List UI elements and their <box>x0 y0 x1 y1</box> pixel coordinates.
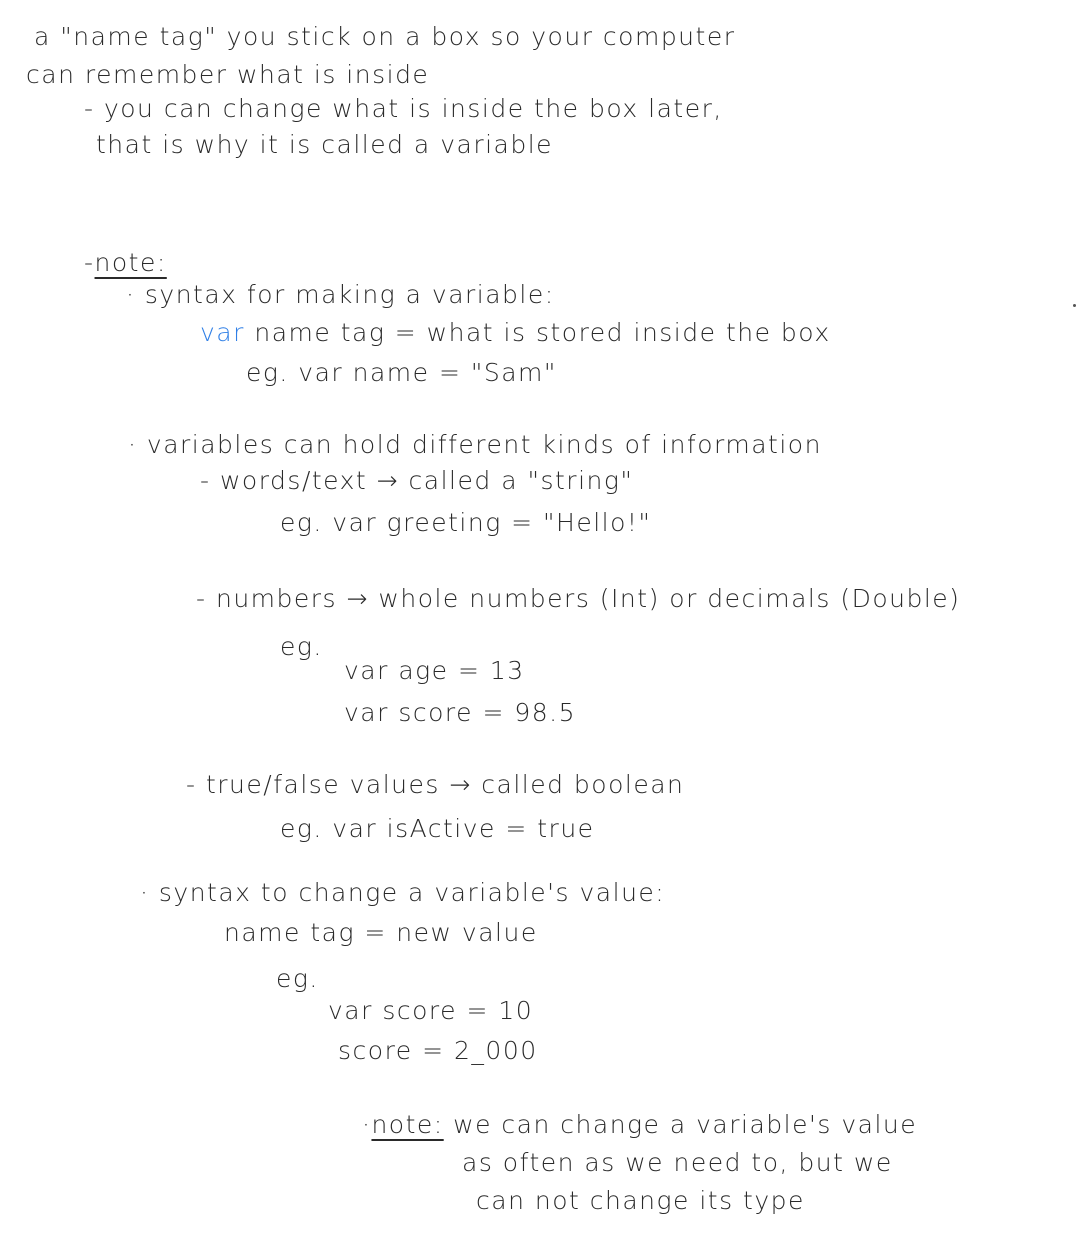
boolean-example: eg. var isActive = true <box>280 814 595 843</box>
kinds-bullet: · variables can hold different kinds of information <box>128 430 822 459</box>
var-keyword: var <box>200 318 245 347</box>
numbers-label: - numbers → whole numbers (Int) or decimals (Double) <box>196 584 961 613</box>
string-example: eg. var greeting = "Hello!" <box>280 508 652 537</box>
intro-sub-line-2: that is why it is called a variable <box>96 130 554 159</box>
syntax-change-eg: eg. <box>276 964 319 993</box>
syntax-making-example: eg. var name = "Sam" <box>246 358 557 387</box>
note-heading-dash: - <box>84 248 95 277</box>
syntax-change-bullet: · syntax to change a variable's value: <box>140 878 666 907</box>
intro-sub-line-1: - you can change what is inside the box later, <box>84 94 723 123</box>
final-note-label: note: <box>371 1110 444 1139</box>
stray-pen-dot <box>1073 304 1076 307</box>
string-label: - words/text → called a "string" <box>200 466 634 495</box>
syntax-change-example-1: var score = 10 <box>328 996 534 1025</box>
syntax-change-rule: name tag = new value <box>224 918 538 947</box>
final-note-line-3: can not change its type <box>476 1186 805 1215</box>
numbers-eg: eg. <box>280 632 323 661</box>
syntax-making-bullet: · syntax for making a variable: <box>126 280 555 309</box>
final-note-bullet: · <box>362 1110 372 1139</box>
final-note-line-2: as often as we need to, but we <box>462 1148 893 1177</box>
syntax-making-rule <box>200 320 831 345</box>
syntax-making-rule-text: name tag = what is stored inside the box <box>254 318 831 347</box>
numbers-example-2: var score = 98.5 <box>344 698 577 727</box>
final-note-line-1 <box>362 1112 917 1137</box>
intro-line-1: a "name tag" you stick on a box so your computer <box>34 22 736 51</box>
note-heading-label: note: <box>94 248 167 277</box>
note-heading <box>84 250 167 275</box>
final-note-text-1: we can change a variable's value <box>453 1110 918 1139</box>
syntax-change-example-2: score = 2_000 <box>338 1036 538 1065</box>
numbers-example-1: var age = 13 <box>344 656 525 685</box>
intro-line-2: can remember what is inside <box>26 60 430 89</box>
boolean-label: - true/false values → called boolean <box>186 770 685 799</box>
